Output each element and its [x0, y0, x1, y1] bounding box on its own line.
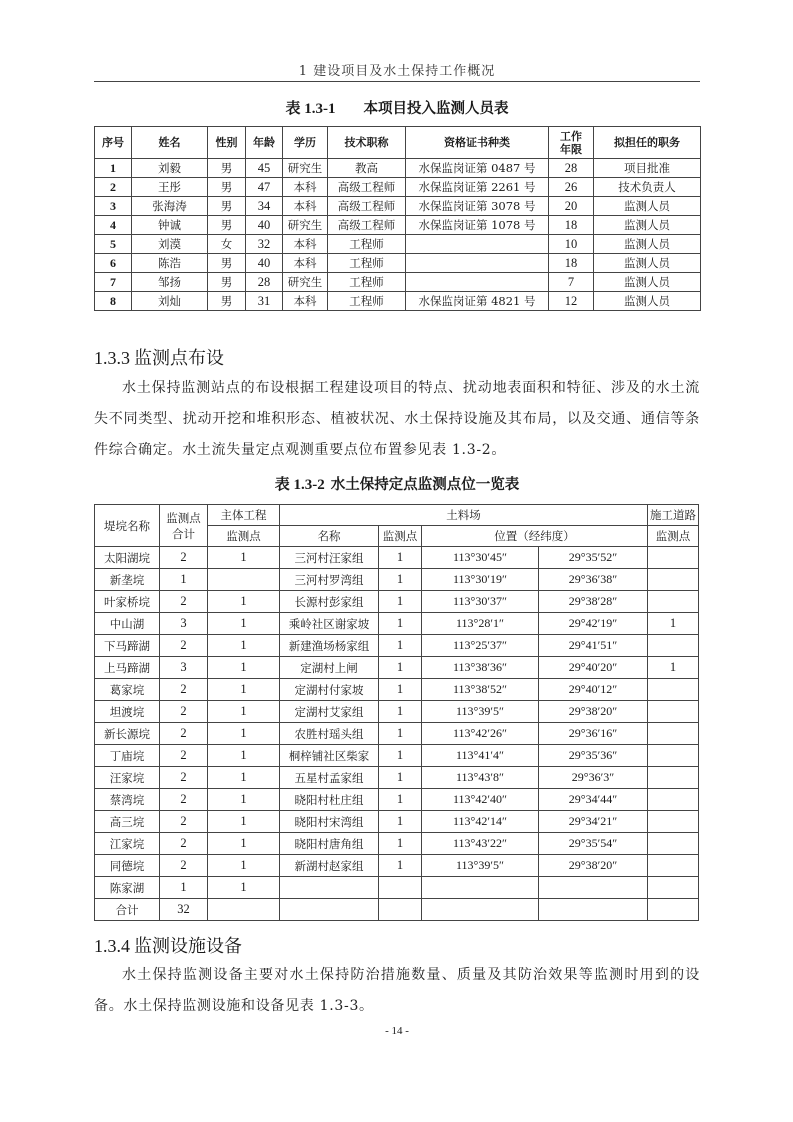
cell-total: 2	[160, 789, 208, 811]
cell-longitude: 113°28′1″	[422, 613, 539, 635]
table-row	[95, 292, 701, 311]
cell-longitude: 113°38′52″	[422, 679, 539, 701]
personnel-table	[94, 126, 701, 311]
table-row	[95, 197, 701, 216]
cell-borrow-points	[379, 877, 422, 899]
col-header-road-points: 监测点	[648, 526, 699, 547]
cell-certificate: 水保监岗证第 3078 号	[406, 197, 549, 216]
cell-embankment: 上马蹄湖	[95, 657, 160, 679]
cell-latitude: 29°35′52″	[539, 547, 648, 569]
cell-road-points	[648, 855, 699, 877]
cell-borrow-points: 1	[379, 657, 422, 679]
cell-name: 张海涛	[132, 197, 208, 216]
cell-education: 本科	[283, 292, 328, 311]
cell-borrow-points: 1	[379, 613, 422, 635]
cell-age: 45	[246, 159, 283, 178]
cell-road-points	[648, 833, 699, 855]
cell-years: 10	[549, 235, 594, 254]
cell-gender: 男	[208, 197, 246, 216]
cell-name: 钟诚	[132, 216, 208, 235]
cell-years: 12	[549, 292, 594, 311]
cell-embankment: 新长源垸	[95, 723, 160, 745]
cell-total: 3	[160, 657, 208, 679]
table-row	[95, 569, 699, 591]
table1-header-row	[95, 127, 701, 159]
cell-embankment: 丁庙垸	[95, 745, 160, 767]
header-rule	[94, 81, 700, 82]
cell-latitude: 29°35′36″	[539, 745, 648, 767]
col-header-embankment: 堤垸名称	[95, 505, 160, 547]
cell-total: 1	[160, 569, 208, 591]
table-row	[95, 833, 699, 855]
cell-road-points	[648, 767, 699, 789]
table2-caption	[94, 473, 700, 494]
cell-no: 3	[95, 197, 132, 216]
cell-road-points: 1	[648, 657, 699, 679]
cell-borrow-name: 新湖村赵家组	[280, 855, 379, 877]
cell-total: 2	[160, 635, 208, 657]
cell-borrow-name: 三河村汪家组	[280, 547, 379, 569]
cell-main-points: 1	[208, 833, 280, 855]
cell-latitude: 29°40′12″	[539, 679, 648, 701]
cell-borrow-name: 乘岭社区谢家坡	[280, 613, 379, 635]
cell-borrow-points: 1	[379, 635, 422, 657]
cell-latitude	[539, 877, 648, 899]
cell-age: 32	[246, 235, 283, 254]
table-row	[95, 701, 699, 723]
work-years-line2: 年限	[560, 142, 582, 156]
cell-embankment: 同德垸	[95, 855, 160, 877]
cell-road-points	[648, 679, 699, 701]
cell-years: 20	[549, 197, 594, 216]
cell-borrow-name: 定湖村艾家组	[280, 701, 379, 723]
cell-age: 28	[246, 273, 283, 292]
cell-name: 陈浩	[132, 254, 208, 273]
cell-title: 高级工程师	[328, 197, 406, 216]
cell-total: 2	[160, 767, 208, 789]
cell-title: 工程师	[328, 273, 406, 292]
cell-embankment: 叶家桥垸	[95, 591, 160, 613]
cell-role: 监测人员	[594, 216, 701, 235]
cell-borrow-name: 桐梓铺社区柴家	[280, 745, 379, 767]
cell-longitude: 113°39′5″	[422, 855, 539, 877]
cell-main-points: 1	[208, 591, 280, 613]
cell-borrow-name: 晓阳村宋湾组	[280, 811, 379, 833]
cell-latitude: 29°36′38″	[539, 569, 648, 591]
cell-borrow-name: 晓阳村杜庄组	[280, 789, 379, 811]
col-header-location: 位置（经纬度）	[422, 526, 648, 547]
cell-main-points: 1	[208, 745, 280, 767]
cell-borrow-points: 1	[379, 547, 422, 569]
cell-years: 28	[549, 159, 594, 178]
col-header-no: 序号	[95, 127, 132, 159]
cell-longitude: 113°30′37″	[422, 591, 539, 613]
cell-road-points	[648, 547, 699, 569]
cell-longitude: 113°42′26″	[422, 723, 539, 745]
cell-embankment: 江家垸	[95, 833, 160, 855]
table-row	[95, 273, 701, 292]
cell-longitude: 113°30′45″	[422, 547, 539, 569]
cell-borrow-name: 农胜村瑶头组	[280, 723, 379, 745]
cell-main-points: 1	[208, 811, 280, 833]
cell-years: 18	[549, 254, 594, 273]
cell-no: 8	[95, 292, 132, 311]
section-title: 监测设施设备	[134, 936, 242, 957]
table2-caption-title: 水土保持定点监测点位一览表	[330, 477, 520, 493]
cell-total: 2	[160, 855, 208, 877]
cell-longitude	[422, 899, 539, 921]
cell-borrow-name	[280, 877, 379, 899]
table-row	[95, 216, 701, 235]
cell-longitude: 113°43′8″	[422, 767, 539, 789]
cell-main-points: 1	[208, 855, 280, 877]
cell-certificate: 水保监岗证第 1078 号	[406, 216, 549, 235]
cell-road-points: 1	[648, 613, 699, 635]
cell-embankment: 陈家湖	[95, 877, 160, 899]
col-header-borrow-points: 监测点	[379, 526, 422, 547]
cell-main-points: 1	[208, 701, 280, 723]
cell-title: 工程师	[328, 235, 406, 254]
cell-main-points: 1	[208, 613, 280, 635]
cell-name: 刘漠	[132, 235, 208, 254]
cell-longitude: 113°41′4″	[422, 745, 539, 767]
cell-total: 2	[160, 701, 208, 723]
cell-borrow-name: 三河村罗湾组	[280, 569, 379, 591]
table-row	[95, 811, 699, 833]
cell-road-points	[648, 811, 699, 833]
cell-role: 监测人员	[594, 235, 701, 254]
cell-road-points	[648, 723, 699, 745]
cell-role: 监测人员	[594, 254, 701, 273]
cell-education: 本科	[283, 254, 328, 273]
cell-main-points: 1	[208, 789, 280, 811]
cell-longitude: 113°30′19″	[422, 569, 539, 591]
cell-main-points: 1	[208, 877, 280, 899]
cell-longitude: 113°39′5″	[422, 701, 539, 723]
cell-borrow-points: 1	[379, 723, 422, 745]
cell-education: 研究生	[283, 273, 328, 292]
table2-caption-number: 表 1.3-2	[274, 477, 325, 493]
cell-latitude: 29°38′20″	[539, 701, 648, 723]
cell-no: 2	[95, 178, 132, 197]
cell-main-points: 1	[208, 723, 280, 745]
cell-embankment: 汪家垸	[95, 767, 160, 789]
cell-borrow-name: 五星村孟家组	[280, 767, 379, 789]
cell-gender: 男	[208, 273, 246, 292]
cell-total: 2	[160, 547, 208, 569]
cell-road-points	[648, 569, 699, 591]
cell-borrow-points: 1	[379, 679, 422, 701]
table-row	[95, 789, 699, 811]
cell-title: 高级工程师	[328, 178, 406, 197]
cell-role: 项目批准	[594, 159, 701, 178]
cell-borrow-points: 1	[379, 833, 422, 855]
cell-longitude: 113°38′36″	[422, 657, 539, 679]
cell-latitude: 29°35′54″	[539, 833, 648, 855]
cell-road-points	[648, 877, 699, 899]
cell-total: 2	[160, 723, 208, 745]
cell-education: 本科	[283, 235, 328, 254]
cell-no: 5	[95, 235, 132, 254]
cell-title: 工程师	[328, 292, 406, 311]
table-row	[95, 613, 699, 635]
page-header: 1 建设项目及水土保持工作概况	[298, 64, 496, 79]
cell-borrow-points: 1	[379, 767, 422, 789]
cell-borrow-name: 定湖村付家坡	[280, 679, 379, 701]
cell-name: 邹扬	[132, 273, 208, 292]
cell-years: 18	[549, 216, 594, 235]
cell-longitude: 113°42′40″	[422, 789, 539, 811]
total-line2: 合计	[172, 526, 195, 541]
cell-no: 4	[95, 216, 132, 235]
cell-borrow-name: 晓阳村唐角组	[280, 833, 379, 855]
monitoring-points-table	[94, 504, 699, 921]
cell-age: 47	[246, 178, 283, 197]
table1-caption-title: 本项目投入监测人员表	[363, 101, 509, 117]
cell-borrow-points: 1	[379, 591, 422, 613]
cell-gender: 男	[208, 292, 246, 311]
cell-total: 2	[160, 591, 208, 613]
section-number: 1.3.4	[94, 936, 130, 956]
cell-certificate: 水保监岗证第 2261 号	[406, 178, 549, 197]
cell-years: 7	[549, 273, 594, 292]
cell-borrow-points: 1	[379, 701, 422, 723]
cell-name: 刘灿	[132, 292, 208, 311]
cell-age: 34	[246, 197, 283, 216]
col-header-main-project: 主体工程	[208, 505, 280, 526]
total-line1: 监测点	[166, 510, 201, 525]
cell-gender: 女	[208, 235, 246, 254]
cell-role: 监测人员	[594, 273, 701, 292]
col-header-road: 施工道路	[648, 505, 699, 526]
col-header-name: 姓名	[132, 127, 208, 159]
cell-longitude	[422, 877, 539, 899]
cell-road-points	[648, 789, 699, 811]
cell-role: 技术负责人	[594, 178, 701, 197]
col-header-total	[160, 505, 208, 547]
cell-main-points: 1	[208, 547, 280, 569]
cell-main-points	[208, 569, 280, 591]
table-row	[95, 591, 699, 613]
cell-total: 2	[160, 833, 208, 855]
cell-latitude	[539, 899, 648, 921]
table1-caption-number: 表 1.3-1	[285, 101, 336, 117]
cell-latitude: 29°34′44″	[539, 789, 648, 811]
cell-main-points: 1	[208, 657, 280, 679]
cell-no: 1	[95, 159, 132, 178]
section-number: 1.3.3	[94, 348, 130, 368]
cell-embankment: 高三垸	[95, 811, 160, 833]
cell-borrow-name	[280, 899, 379, 921]
cell-latitude: 29°36′3″	[539, 767, 648, 789]
cell-borrow-points: 1	[379, 569, 422, 591]
cell-gender: 男	[208, 178, 246, 197]
cell-borrow-points	[379, 899, 422, 921]
cell-latitude: 29°38′28″	[539, 591, 648, 613]
section-title: 监测点布设	[134, 348, 224, 369]
cell-age: 31	[246, 292, 283, 311]
cell-borrow-points: 1	[379, 745, 422, 767]
cell-years: 26	[549, 178, 594, 197]
col-header-title: 技术职称	[328, 127, 406, 159]
cell-embankment: 中山湖	[95, 613, 160, 635]
cell-no: 7	[95, 273, 132, 292]
cell-borrow-name: 长源村彭家组	[280, 591, 379, 613]
col-header-education: 学历	[283, 127, 328, 159]
section-1-3-4-paragraph: 水土保持监测设备主要对水土保持防治措施数量、质量及其防治效果等监测时用到的设备。水土保持监测设施和设备见表 1.3-3。	[94, 967, 700, 1014]
cell-embankment: 下马蹄湖	[95, 635, 160, 657]
cell-latitude: 29°36′16″	[539, 723, 648, 745]
col-header-role: 拟担任的职务	[594, 127, 701, 159]
cell-road-points	[648, 701, 699, 723]
cell-main-points: 1	[208, 679, 280, 701]
cell-latitude: 29°34′21″	[539, 811, 648, 833]
cell-education: 本科	[283, 178, 328, 197]
cell-main-points: 1	[208, 635, 280, 657]
cell-certificate	[406, 235, 549, 254]
cell-borrow-points: 1	[379, 789, 422, 811]
cell-embankment: 新垄垸	[95, 569, 160, 591]
cell-education: 研究生	[283, 216, 328, 235]
cell-embankment: 坦渡垸	[95, 701, 160, 723]
col-header-gender: 性别	[208, 127, 246, 159]
col-header-certificate: 资格证书种类	[406, 127, 549, 159]
cell-total: 3	[160, 613, 208, 635]
cell-age: 40	[246, 254, 283, 273]
cell-total: 2	[160, 679, 208, 701]
cell-no: 6	[95, 254, 132, 273]
cell-certificate	[406, 273, 549, 292]
cell-borrow-name: 新建渔场杨家组	[280, 635, 379, 657]
table-row	[95, 547, 699, 569]
cell-certificate: 水保监岗证第 4821 号	[406, 292, 549, 311]
cell-name: 王彤	[132, 178, 208, 197]
cell-road-points	[648, 745, 699, 767]
table-row	[95, 235, 701, 254]
table-row	[95, 767, 699, 789]
col-header-age: 年龄	[246, 127, 283, 159]
table-row	[95, 657, 699, 679]
cell-education: 研究生	[283, 159, 328, 178]
table2-header-row-1	[95, 505, 699, 526]
table-row	[95, 877, 699, 899]
col-header-borrow-area: 土料场	[280, 505, 648, 526]
cell-road-points	[648, 899, 699, 921]
cell-borrow-name: 定湖村上闸	[280, 657, 379, 679]
cell-road-points	[648, 635, 699, 657]
table-row	[95, 723, 699, 745]
cell-main-points: 1	[208, 767, 280, 789]
cell-longitude: 113°43′22″	[422, 833, 539, 855]
section-1-3-4-heading	[94, 932, 242, 958]
col-header-main-points: 监测点	[208, 526, 280, 547]
cell-title: 工程师	[328, 254, 406, 273]
cell-embankment: 太阳湖垸	[95, 547, 160, 569]
cell-role: 监测人员	[594, 197, 701, 216]
col-header-work-years	[549, 127, 594, 159]
cell-road-points	[648, 591, 699, 613]
cell-title: 教高	[328, 159, 406, 178]
cell-total: 32	[160, 899, 208, 921]
cell-embankment: 合计	[95, 899, 160, 921]
page-number: - 14 -	[385, 1025, 409, 1037]
cell-total: 2	[160, 745, 208, 767]
table-row	[95, 254, 701, 273]
table-row	[95, 178, 701, 197]
table-row	[95, 855, 699, 877]
table-row	[95, 679, 699, 701]
cell-embankment: 葛家垸	[95, 679, 160, 701]
cell-certificate: 水保监岗证第 0487 号	[406, 159, 549, 178]
cell-main-points	[208, 899, 280, 921]
table-row	[95, 745, 699, 767]
cell-title: 高级工程师	[328, 216, 406, 235]
cell-education: 本科	[283, 197, 328, 216]
cell-age: 40	[246, 216, 283, 235]
cell-latitude: 29°42′19″	[539, 613, 648, 635]
cell-longitude: 113°25′37″	[422, 635, 539, 657]
table-row	[95, 899, 699, 921]
cell-gender: 男	[208, 216, 246, 235]
table-row	[95, 159, 701, 178]
cell-latitude: 29°38′20″	[539, 855, 648, 877]
section-1-3-3-paragraph: 水土保持监测站点的布设根据工程建设项目的特点、扰动地表面积和特征、涉及的水土流失不同类型、扰动开挖和堆积形态、植被状况、水土保持设施及其布局，以及交通、通信等条件综合确定。水土流失量定点观测重要点位布置参见表 1.3-2。	[94, 380, 700, 458]
table1-caption	[94, 97, 700, 118]
work-years-line1: 工作	[560, 129, 582, 143]
cell-total: 2	[160, 811, 208, 833]
section-1-3-3-heading	[94, 344, 224, 370]
cell-borrow-points: 1	[379, 855, 422, 877]
cell-latitude: 29°40′20″	[539, 657, 648, 679]
col-header-borrow-name: 名称	[280, 526, 379, 547]
cell-longitude: 113°42′14″	[422, 811, 539, 833]
cell-embankment: 蔡湾垸	[95, 789, 160, 811]
cell-certificate	[406, 254, 549, 273]
table-row	[95, 635, 699, 657]
cell-borrow-points: 1	[379, 811, 422, 833]
cell-gender: 男	[208, 254, 246, 273]
cell-total: 1	[160, 877, 208, 899]
cell-role: 监测人员	[594, 292, 701, 311]
cell-latitude: 29°41′51″	[539, 635, 648, 657]
cell-gender: 男	[208, 159, 246, 178]
cell-name: 刘毅	[132, 159, 208, 178]
